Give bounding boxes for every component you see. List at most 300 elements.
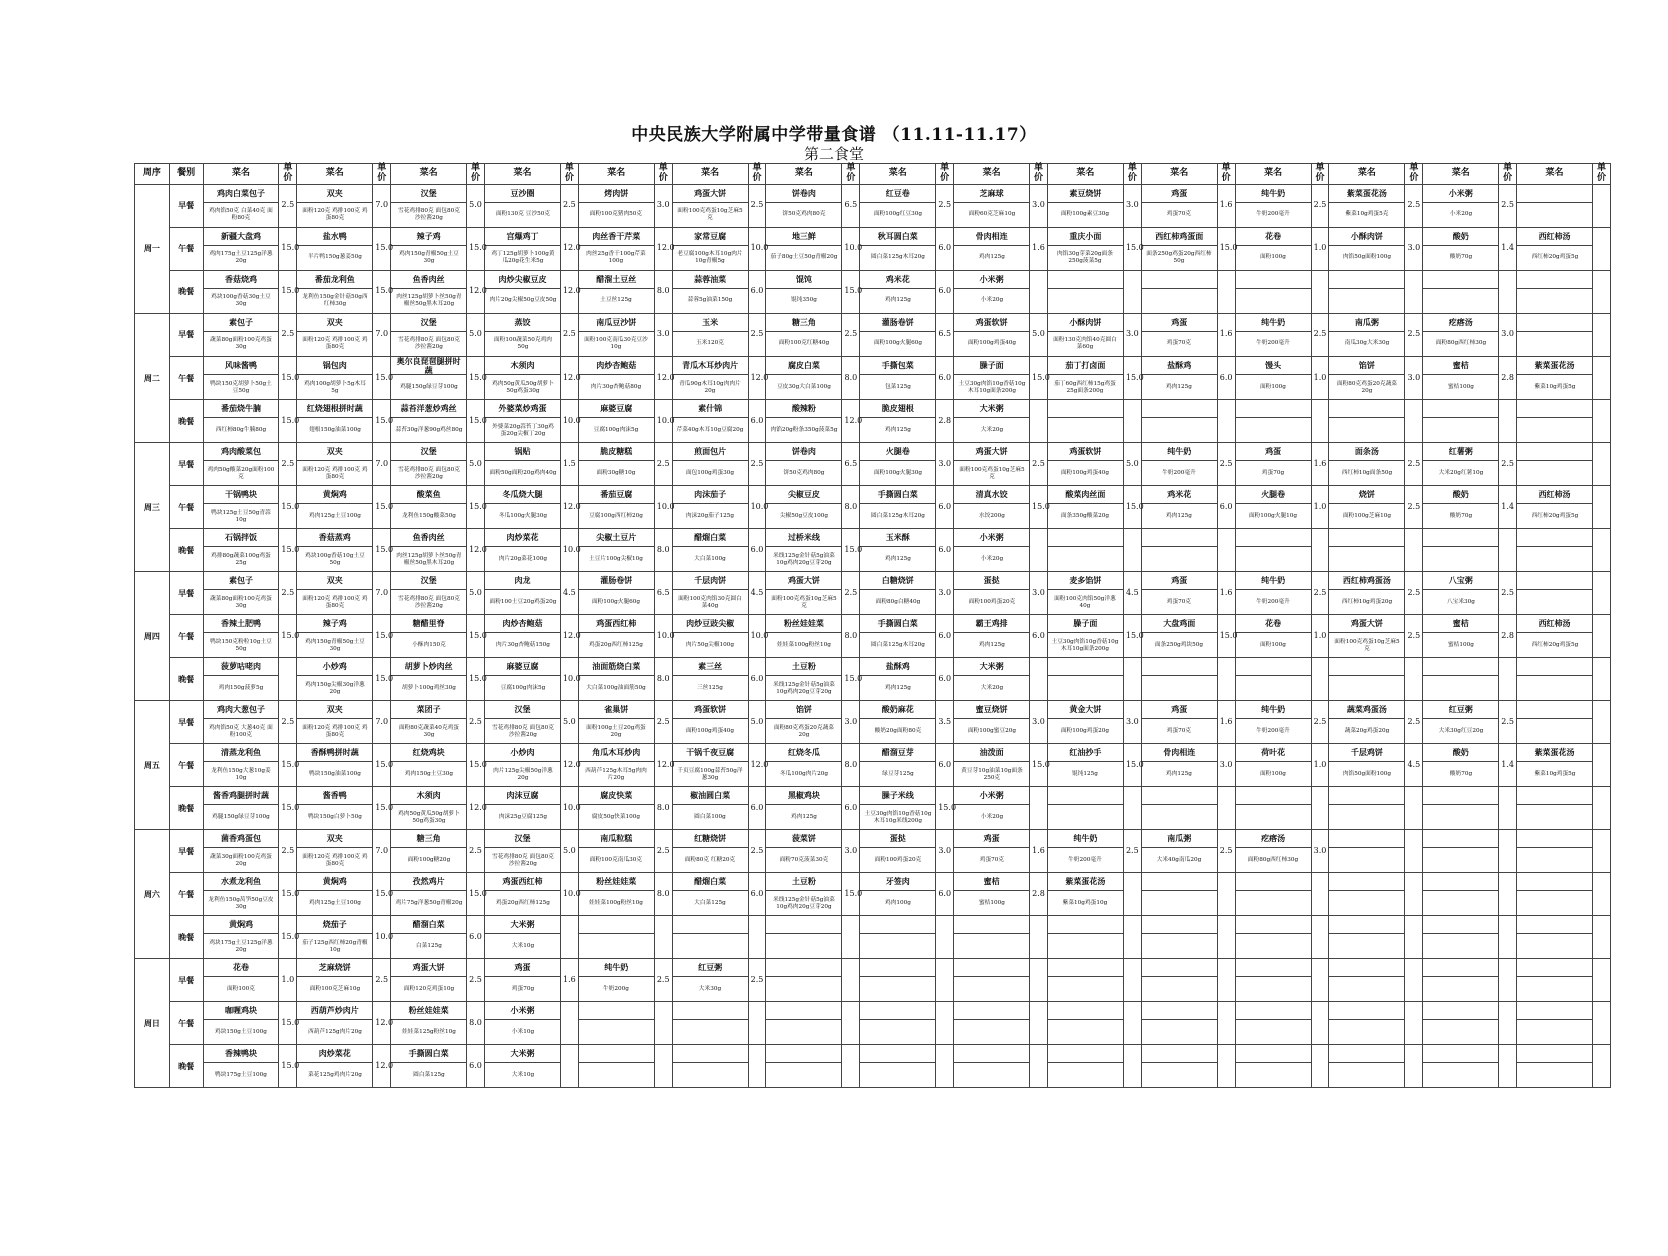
dish-price: [1311, 1002, 1329, 1045]
dish-price: [1593, 184, 1611, 227]
dish-price: [1593, 916, 1611, 959]
dish-ingredients: 紫菜10g鸡蛋5克: [1331, 203, 1403, 227]
dish-name: [1235, 400, 1311, 418]
dish-price: 6.5: [842, 184, 860, 227]
dish-price: [1123, 529, 1141, 572]
dish-name: 茄丁打卤面: [1047, 356, 1123, 375]
dish-price: 15.0: [373, 356, 391, 400]
header-dish: 菜名: [485, 164, 561, 185]
dish-price: [654, 1045, 672, 1088]
dish-price: 15.0: [842, 529, 860, 572]
dish-name: 土豆粉: [766, 873, 842, 891]
dish-name: 大米粥: [485, 1045, 561, 1063]
dish-name: [1517, 959, 1593, 977]
dish-name: [1517, 701, 1593, 719]
dish-price: [1593, 443, 1611, 486]
dish-name: [1423, 787, 1499, 805]
dish-ingredients: 土豆30g肉馅10g香菇10g木耳10g面条200g: [1049, 634, 1121, 658]
dish-ingredients: 尖椒50g豆皮100g: [768, 505, 840, 529]
dish-ingredients: 面粉100g鸡蛋20g: [1049, 720, 1121, 744]
dish-name: 小酥肉饼: [1329, 227, 1405, 245]
dish-price: [1217, 787, 1235, 830]
dish-name: 奥尔良琵琶腿拼时蔬: [391, 356, 467, 375]
dish-name: [1329, 787, 1405, 805]
dish-ingredients: 翅根150g油菜100g: [299, 419, 371, 443]
dish-ingredients: 胡萝卜100g鸡丝30g: [393, 677, 465, 701]
dish-price: [1217, 1002, 1235, 1045]
dish-price: [1217, 529, 1235, 572]
dish-name: 西葫芦炒肉片: [297, 1002, 373, 1020]
dish-ingredients: 雪花鸡排80克 面包80克 沙拉酱20g: [393, 203, 465, 227]
dish-name: [1141, 270, 1217, 288]
dish-price: 6.0: [936, 744, 954, 787]
dish-price: 2.5: [279, 313, 297, 356]
dish-name: [1235, 658, 1311, 676]
dish-name: [1329, 916, 1405, 934]
dish-ingredients: 面粉120克 鸡排100克 鸡蛋80克: [299, 203, 371, 227]
table-row: [135, 658, 1611, 676]
dish-ingredients: [1049, 289, 1121, 313]
header-price: 单价: [842, 164, 860, 185]
dish-price: 15.0: [279, 744, 297, 787]
dish-ingredients: 圆白菜100g: [674, 806, 746, 830]
dish-name: 胡萝卜炒肉丝: [391, 658, 467, 676]
dish-ingredients: [1049, 1064, 1121, 1088]
dish-price: [1123, 658, 1141, 701]
dish-name: [1047, 400, 1123, 418]
dish-price: 12.0: [842, 400, 860, 443]
dish-ingredients: 蒜苔30g洋葱90g鸡丝80g: [393, 419, 465, 443]
dish-name: 鸡蛋大饼: [766, 572, 842, 590]
dish-ingredients: 肉片30g杏鲍菇150g: [486, 634, 558, 658]
dish-name: 火腿卷: [1235, 486, 1311, 504]
dish-price: 6.0: [936, 873, 954, 916]
dish-ingredients: [1237, 806, 1309, 830]
header-dish: 菜名: [766, 164, 842, 185]
dish-price: 1.0: [1311, 486, 1329, 529]
dish-ingredients: 牛奶200毫升: [1237, 720, 1309, 744]
table-row: [135, 959, 1611, 977]
dish-price: 2.5: [279, 830, 297, 873]
table-row: [135, 977, 1611, 1002]
dish-name: 酸菜肉丝面: [1047, 486, 1123, 504]
dish-name: 汉堡: [485, 830, 561, 848]
dish-price: 3.0: [654, 184, 672, 227]
dish-name: [1141, 787, 1217, 805]
header-dish: 菜名: [672, 164, 748, 185]
dish-price: 2.8: [1030, 873, 1048, 916]
dish-name: 风味酱鸭: [203, 356, 279, 375]
dish-ingredients: 饼50克鸡肉80克: [768, 203, 840, 227]
dish-name: 酸奶: [1423, 744, 1499, 762]
dish-name: 素包子: [203, 572, 279, 590]
table-row: [135, 873, 1611, 891]
table-row: [135, 288, 1611, 313]
dish-name: 紫菜蛋花汤: [1517, 356, 1593, 375]
dish-name: [1329, 400, 1405, 418]
dish-ingredients: 豆皮30g大白菜100g: [768, 376, 840, 400]
dish-name: 麦多馅饼: [1047, 572, 1123, 590]
dish-price: [1311, 529, 1329, 572]
header-price: 单价: [1123, 164, 1141, 185]
dish-name: [1235, 873, 1311, 891]
table-row: [135, 331, 1611, 356]
dish-price: 12.0: [560, 270, 578, 313]
dish-name: [1329, 1002, 1405, 1020]
dish-name: 肉丝香干芹菜: [578, 227, 654, 245]
dish-name: 木须肉: [485, 356, 561, 375]
dish-ingredients: [1425, 1021, 1497, 1045]
dish-name: 双夹: [297, 572, 373, 590]
meal-label: 早餐: [169, 572, 203, 615]
dish-name: 蜜桔: [954, 873, 1030, 891]
table-row: [135, 934, 1611, 959]
meal-label: 午餐: [169, 1002, 203, 1045]
meal-label: 早餐: [169, 443, 203, 486]
table-row: [135, 418, 1611, 443]
dish-price: [1123, 270, 1141, 313]
dish-ingredients: 土豆30g肉馅10g香菇10g木耳10g面条200g: [956, 376, 1028, 400]
dish-ingredients: 面粉80g西红柿30g: [1237, 849, 1309, 873]
dish-ingredients: 面粉100g: [1237, 246, 1309, 270]
dish-ingredients: [1049, 1021, 1121, 1045]
dish-price: 2.5: [1123, 830, 1141, 873]
dish-ingredients: 面粉30g糖10g: [580, 462, 652, 486]
dish-name: 千层鸡饼: [1329, 744, 1405, 762]
dish-name: 黄焖鸡: [297, 486, 373, 504]
dish-name: [1047, 1002, 1123, 1020]
dish-price: [1311, 1045, 1329, 1088]
dish-price: 3.0: [936, 572, 954, 615]
dish-ingredients: 鸡肉125g: [956, 246, 1028, 270]
dish-ingredients: 芹菜40g木耳10g豆腐20g: [674, 419, 746, 443]
dish-name: [1517, 529, 1593, 547]
dish-name: 小炒鸡: [297, 658, 373, 676]
dish-name: 鸡蛋软饼: [954, 313, 1030, 331]
dish-price: 6.0: [1030, 615, 1048, 658]
dish-price: 15.0: [842, 658, 860, 701]
dish-name: 鸡蛋软饼: [1047, 443, 1123, 461]
dish-name: 腐皮快菜: [578, 787, 654, 805]
dish-price: 3.0: [1030, 184, 1048, 227]
header-price: 单价: [279, 164, 297, 185]
dish-name: [578, 1002, 654, 1020]
dish-price: 15.0: [373, 873, 391, 916]
dish-name: 小米粥: [954, 270, 1030, 288]
dish-name: 馄饨: [766, 270, 842, 288]
day-label: 周三: [135, 443, 170, 572]
dish-price: 15.0: [279, 873, 297, 916]
dish-name: [1047, 787, 1123, 805]
dish-name: 鸡肉大葱包子: [203, 701, 279, 719]
dish-ingredients: 鸡肉150g菠萝5g: [205, 677, 277, 701]
dish-ingredients: 米线125g金针菇5g油菜10g鸡肉20g豆芽20g: [768, 548, 840, 572]
dish-ingredients: 肉片30g杏鲍菇80g: [580, 376, 652, 400]
dish-price: [560, 916, 578, 959]
dish-price: [1030, 658, 1048, 701]
dish-name: 烧茄子: [297, 916, 373, 934]
dish-name: 纯牛奶: [1235, 572, 1311, 590]
dish-ingredients: [1237, 892, 1309, 916]
dish-name: 大盘鸡面: [1141, 615, 1217, 633]
dish-ingredients: 蒜蓉5g油菜150g: [674, 289, 746, 313]
dish-ingredients: 鸡块175g土豆125g洋葱20g: [205, 935, 277, 959]
dish-name: 素三丝: [672, 658, 748, 676]
dish-ingredients: 面粉100g火腿10g: [1237, 505, 1309, 529]
header-price: 单价: [1217, 164, 1235, 185]
dish-price: [1405, 529, 1423, 572]
dish-ingredients: 小米20g: [1425, 203, 1497, 227]
dish-name: 雀巢饼: [578, 701, 654, 719]
dish-name: 白糖烧饼: [860, 572, 936, 590]
dish-ingredients: [1143, 806, 1215, 830]
dish-name: [578, 916, 654, 934]
dish-name: 鸡蛋: [1141, 572, 1217, 590]
dish-ingredients: [1049, 548, 1121, 572]
dish-price: [1593, 658, 1611, 701]
dish-price: [1593, 615, 1611, 658]
dish-name: 西红柿鸡蛋汤: [1329, 572, 1405, 590]
dish-ingredients: [768, 1021, 840, 1045]
dish-ingredients: [1237, 677, 1309, 701]
dish-price: [1217, 873, 1235, 916]
dish-price: 4.5: [1405, 744, 1423, 787]
dish-ingredients: 蜜桔100g: [956, 892, 1028, 916]
dish-name: [672, 1045, 748, 1063]
dish-ingredients: 西红柿20g鸡蛋5g: [1519, 505, 1591, 529]
dish-name: 西红柿汤: [1517, 227, 1593, 245]
dish-price: 2.5: [748, 313, 766, 356]
header-price: 单价: [1405, 164, 1423, 185]
dish-price: 15.0: [1217, 227, 1235, 270]
dish-ingredients: 大米10g: [486, 1064, 558, 1088]
dish-name: [1235, 529, 1311, 547]
dish-price: 2.5: [1405, 615, 1423, 658]
dish-ingredients: 鸡蛋70克: [1143, 332, 1215, 356]
dish-ingredients: [1049, 677, 1121, 701]
dish-price: 15.0: [279, 400, 297, 443]
dish-name: [860, 916, 936, 934]
dish-price: 5.0: [467, 572, 485, 615]
table-row: [135, 202, 1611, 227]
dish-ingredients: 茄丁60g西红柿15g鸡蛋25g面条200g: [1049, 376, 1121, 400]
dish-ingredients: 土豆片100g尖椒10g: [580, 548, 652, 572]
dish-price: 2.5: [1405, 486, 1423, 529]
dish-price: 1.0: [1311, 227, 1329, 270]
dish-name: 重庆小面: [1047, 227, 1123, 245]
dish-ingredients: 面粉80g白糖40g: [862, 591, 934, 615]
dish-price: [1499, 529, 1517, 572]
dish-price: 5.0: [467, 313, 485, 356]
dish-name: 醋溜豆芽: [860, 744, 936, 762]
dish-ingredients: 牛奶200毫升: [1237, 203, 1309, 227]
dish-name: [766, 1002, 842, 1020]
dish-price: 2.5: [842, 313, 860, 356]
dish-ingredients: [674, 1064, 746, 1088]
table-row: [135, 572, 1611, 590]
dish-price: 8.0: [842, 356, 860, 400]
dish-name: 椒油圆白菜: [672, 787, 748, 805]
table-row: [135, 547, 1611, 572]
dish-price: 4.5: [560, 572, 578, 615]
dish-name: 鸡米花: [860, 270, 936, 288]
dish-ingredients: [1425, 548, 1497, 572]
dish-ingredients: 西葫芦125g木耳5g肉肉片20g: [580, 763, 652, 787]
dish-price: 6.0: [748, 787, 766, 830]
dish-name: 黄金大饼: [1047, 701, 1123, 719]
dish-name: [1141, 916, 1217, 934]
dish-name: 鸡肉白菜包子: [203, 184, 279, 202]
dish-name: 酱香鸭: [297, 787, 373, 805]
dish-price: 15.0: [842, 270, 860, 313]
header-dish: 菜名: [1329, 164, 1405, 185]
dish-name: 大米粥: [954, 658, 1030, 676]
dish-name: 番茄豆腐: [578, 486, 654, 504]
header-dish: 菜名: [1423, 164, 1499, 185]
dish-ingredients: [1519, 849, 1591, 873]
dish-ingredients: 鸭块150g白萝卜50g: [299, 806, 371, 830]
dish-ingredients: 三丝125g: [674, 677, 746, 701]
dish-name: 木须肉: [391, 787, 467, 805]
dish-name: [1141, 1002, 1217, 1020]
dish-price: 6.0: [936, 615, 954, 658]
header-dish: 菜名: [1141, 164, 1217, 185]
dish-price: 15.0: [467, 227, 485, 270]
dish-price: 7.0: [373, 313, 391, 356]
dish-price: 3.0: [1405, 227, 1423, 270]
dish-name: 孜然鸡片: [391, 873, 467, 891]
dish-ingredients: 八宝米30g: [1425, 591, 1497, 615]
dish-ingredients: 鸡丁125g胡萝卜100g黄瓜20g花生米5g: [486, 246, 558, 270]
dish-name: 肉沫茄子: [672, 486, 748, 504]
dish-ingredients: 肉馅30g芽菜20g面条250g菠菜5g: [1049, 246, 1121, 270]
dish-ingredients: 黄豆芽10g油菜10g面条250克: [956, 763, 1028, 787]
dish-name: 双夹: [297, 830, 373, 848]
dish-ingredients: 西葫芦125g肉片20g: [299, 1021, 371, 1045]
dish-ingredients: 面粉100g火腿60g: [580, 591, 652, 615]
dish-ingredients: 面粉100克南瓜30克: [580, 849, 652, 873]
dish-price: 15.0: [373, 744, 391, 787]
dish-name: 麻婆豆腐: [485, 658, 561, 676]
table-row: [135, 356, 1611, 375]
dish-ingredients: 半片鸭150g葱姜50g: [299, 246, 371, 270]
dish-name: 馅饼: [1329, 356, 1405, 375]
table-row: [135, 245, 1611, 270]
dish-ingredients: [1049, 806, 1121, 830]
dish-ingredients: [1331, 419, 1403, 443]
dish-ingredients: 鸡肉馅50克 大葱40克 面粉100克: [205, 720, 277, 744]
header-price: 单价: [1593, 164, 1611, 185]
dish-ingredients: 面条350g酸菜20g: [1049, 505, 1121, 529]
header-dish: 菜名: [578, 164, 654, 185]
dish-ingredients: 娃娃菜100g粉丝10g: [580, 892, 652, 916]
dish-ingredients: 西红柿20g鸡蛋5g: [1519, 246, 1591, 270]
dish-price: 7.0: [373, 701, 391, 744]
dish-price: [1030, 270, 1048, 313]
dish-price: 2.5: [1405, 443, 1423, 486]
dish-ingredients: 肉丝125g胡萝卜丝50g青椒丝50g黑木耳20g: [393, 548, 465, 572]
dish-price: [1499, 959, 1517, 1002]
dish-price: 10.0: [373, 916, 391, 959]
dish-name: 灌肠卷饼: [860, 313, 936, 331]
dish-price: 3.0: [1123, 184, 1141, 227]
dish-name: 红豆粥: [672, 959, 748, 977]
dish-name: 饼卷肉: [766, 184, 842, 202]
dish-name: 南瓜粒糕: [578, 830, 654, 848]
table-row: [135, 916, 1611, 934]
dish-name: [1047, 270, 1123, 288]
dish-ingredients: 牛奶200毫升: [1049, 849, 1121, 873]
dish-name: 牙签肉: [860, 873, 936, 891]
dish-ingredients: 小米20g: [956, 806, 1028, 830]
dish-price: 15.0: [467, 615, 485, 658]
dish-name: 酸奶: [1423, 227, 1499, 245]
dish-price: [1030, 529, 1048, 572]
dish-name: 尖椒豆皮: [766, 486, 842, 504]
dish-price: 15.0: [279, 486, 297, 529]
dish-name: 香菇烧鸡: [203, 270, 279, 288]
meal-label: 午餐: [169, 744, 203, 787]
dish-price: [1123, 959, 1141, 1002]
dish-name: 面条汤: [1329, 443, 1405, 461]
day-label: 周日: [135, 959, 170, 1088]
dish-price: [1217, 400, 1235, 443]
dish-name: 双夹: [297, 701, 373, 719]
table-row: [135, 615, 1611, 633]
dish-price: 2.5: [748, 443, 766, 486]
dish-name: 汉堡: [391, 313, 467, 331]
dish-name: [860, 1002, 936, 1020]
dish-name: [1517, 916, 1593, 934]
dish-ingredients: 雪花鸡排80克 面包80克 沙拉酱20g: [393, 462, 465, 486]
dish-price: 12.0: [560, 486, 578, 529]
dish-name: [1329, 830, 1405, 848]
dish-price: 15.0: [373, 270, 391, 313]
dish-name: 玉米: [672, 313, 748, 331]
dish-ingredients: 牛奶200g: [580, 978, 652, 1002]
day-label: 周一: [135, 184, 170, 313]
dish-price: 8.0: [842, 744, 860, 787]
dish-ingredients: [1143, 978, 1215, 1002]
table-row: [135, 787, 1611, 805]
dish-name: 霸王鸡排: [954, 615, 1030, 633]
dish-name: 香菇蒸鸡: [297, 529, 373, 547]
dish-price: 2.5: [1217, 830, 1235, 873]
dish-ingredients: 紫菜10g鸡蛋5g: [1519, 763, 1591, 787]
dish-name: [1423, 270, 1499, 288]
dish-ingredients: 酸奶70g: [1425, 246, 1497, 270]
dish-price: 1.4: [1499, 227, 1517, 270]
dish-price: 15.0: [1030, 744, 1048, 787]
dish-name: [1141, 959, 1217, 977]
dish-name: [1423, 529, 1499, 547]
dish-price: [1405, 1002, 1423, 1045]
dish-ingredients: 土豆30g肉馅10g香菇10g木耳10g米线200g: [862, 806, 934, 830]
dish-ingredients: [1331, 289, 1403, 313]
dish-name: 鸡蛋软饼: [672, 701, 748, 719]
dish-price: 2.5: [1499, 443, 1517, 486]
dish-name: 鸡蛋: [1141, 184, 1217, 202]
dish-ingredients: 面粉100克鸡蛋10g芝麻5克: [674, 203, 746, 227]
dish-price: [1030, 1002, 1048, 1045]
dish-ingredients: 面条250g鸡块50g: [1143, 634, 1215, 658]
meal-label: 午餐: [169, 227, 203, 270]
dish-name: 小米粥: [954, 529, 1030, 547]
dish-name: [954, 1045, 1030, 1063]
header-week: 周序: [135, 164, 170, 185]
dish-ingredients: [1049, 935, 1121, 959]
dish-name: 糖三角: [766, 313, 842, 331]
